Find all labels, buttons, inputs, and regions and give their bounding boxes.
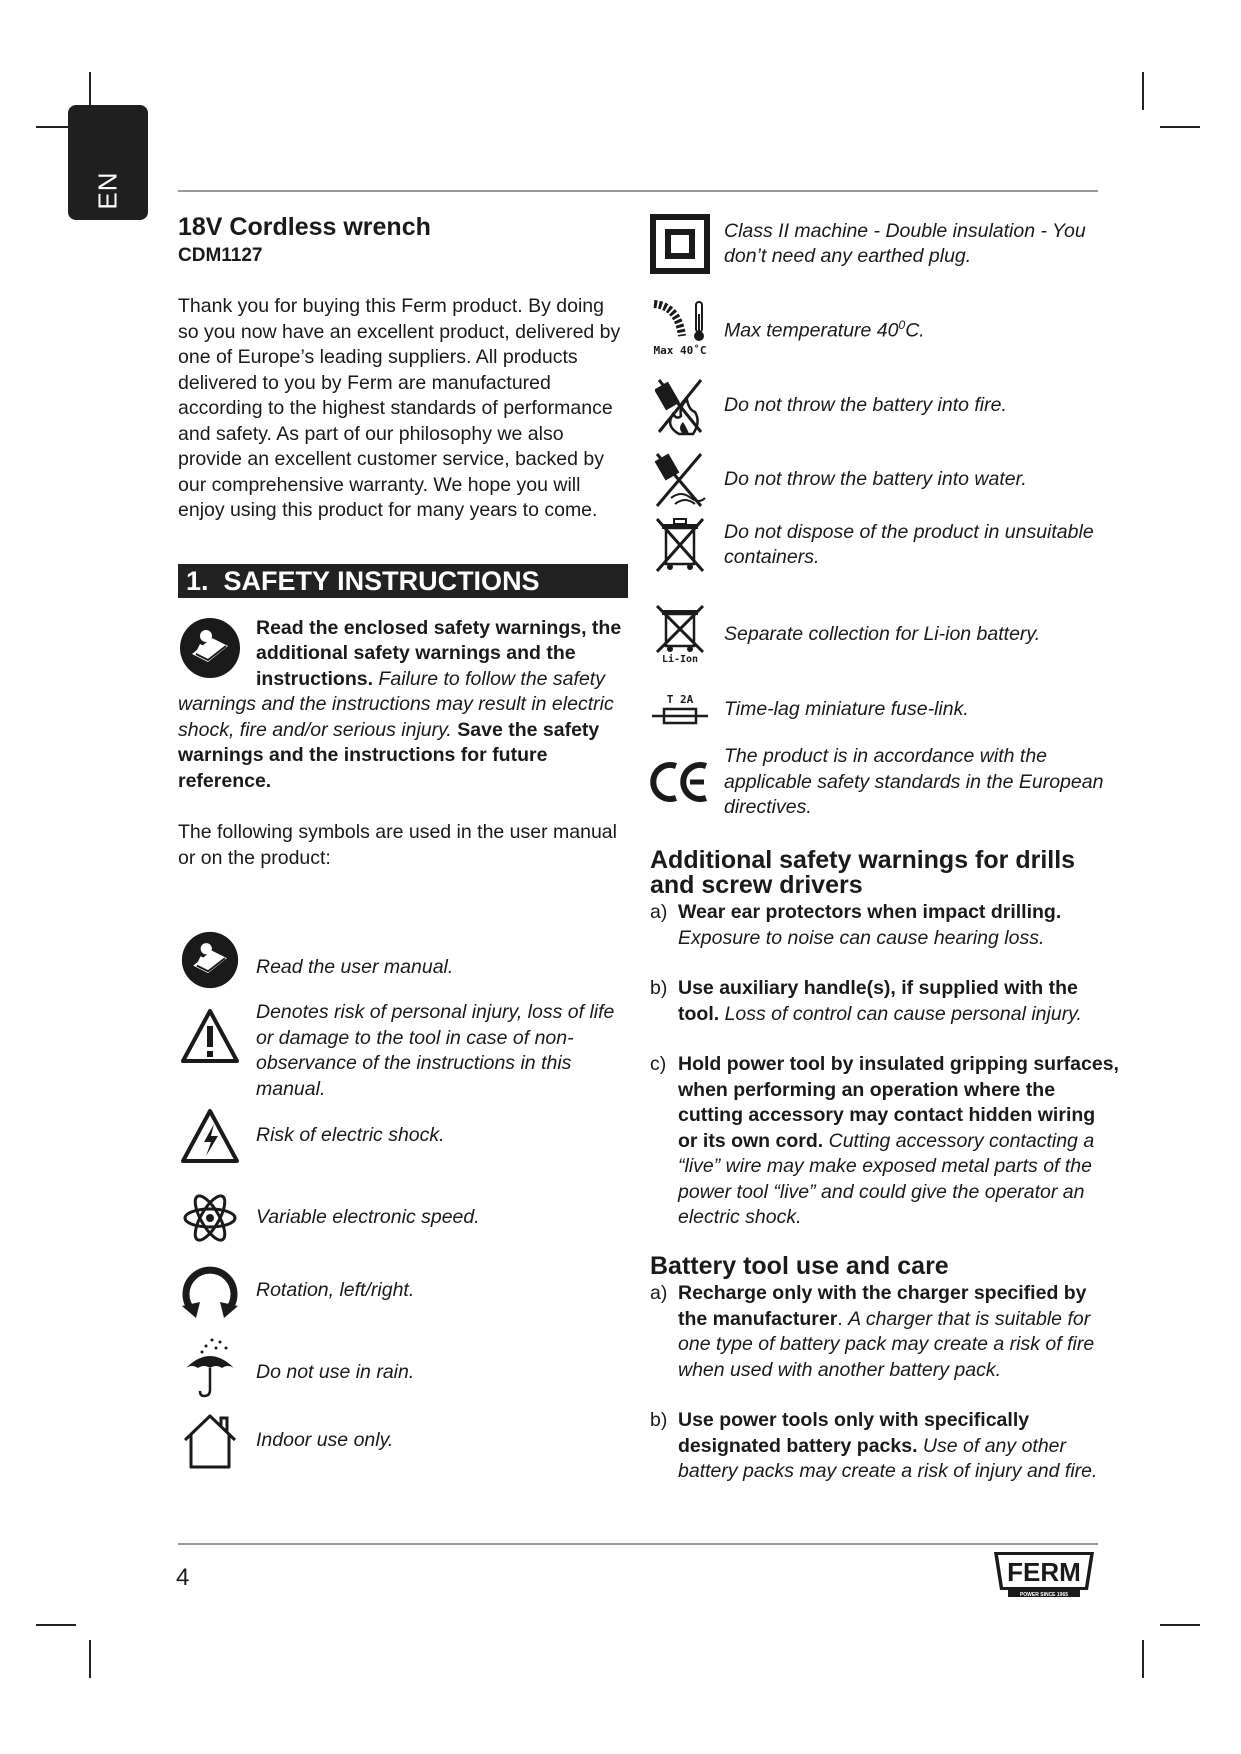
item-letter: c): [650, 1053, 667, 1075]
drills-item: [650, 976, 1120, 1027]
li-ion-bin-icon: [654, 604, 706, 654]
symbol-text: Variable electronic speed.: [256, 1206, 480, 1229]
symbols-intro: The following symbols are used in the user manual or on the product:: [178, 821, 617, 869]
symbol-row: [648, 694, 1118, 726]
li-ion-label: Li-Ion: [661, 654, 699, 665]
language-label: EN: [92, 171, 123, 210]
no-rain-icon: [182, 1336, 238, 1398]
right-symbol-list: [648, 0, 1128, 900]
item-letter: a): [650, 1282, 668, 1304]
symbol-text: Indoor use only.: [256, 1429, 394, 1452]
intro-paragraph: Thank you for buying this Ferm product. By doing so you now have an excellent product, delivered by one of Europe’s leading suppliers. All products delivered to you by Ferm are manufactured according to the highest standards of performance and safety. As part of our philosophy we also provide an excellent customer service, backed by our comprehensive warranty. We hope you will enjoy using this product for many years to come.: [178, 295, 621, 521]
item-bold: Hold power tool by insulated gripping surfaces, when performing an operation where the cutting accessory may contact hidden wiring or its own cord.: [678, 1053, 1119, 1152]
warning-triangle-icon: [180, 1008, 240, 1064]
fuse-label: T 2A: [666, 693, 694, 706]
symbol-row: [178, 1108, 445, 1164]
crossed-bin-icon: [654, 516, 706, 574]
electric-shock-icon: [180, 1108, 240, 1164]
read-manual-icon: [180, 930, 240, 990]
symbol-text: Class II machine - Double insulation - You don’t need any earthed plug.: [724, 219, 1086, 267]
item-plain: .: [837, 1307, 849, 1330]
logo-tagline: POWER SINCE 1965: [1019, 1592, 1069, 1598]
logo-text: FERM: [1007, 1557, 1081, 1587]
warning-bold-2: Save the safety warnings and the instructions for future reference.: [178, 718, 600, 792]
symbol-row: [178, 930, 453, 990]
item-italic: A charger that is suitable for one type of battery pack may create a risk of fire when used with another battery pack.: [678, 1307, 1095, 1381]
item-bold: Use auxiliary handle(s), if supplied with the tool.: [678, 977, 1078, 1025]
item-bold: Recharge only with the charger specified by the manufacturer: [678, 1282, 1087, 1330]
ce-icon: [650, 760, 710, 804]
symbol-row: [648, 604, 1118, 665]
crop-mark: [89, 1640, 91, 1678]
symbol-row: [648, 376, 1118, 436]
rotation-icon: [180, 1262, 240, 1320]
item-italic: Use of any other battery packs may create a risk of injury and fire.: [678, 1434, 1098, 1482]
warning-italic: Failure to follow the safety warnings and the instructions may result in electric shock, fire and/or serious injury.: [178, 667, 614, 741]
section-number: 1.: [186, 565, 209, 596]
drills-item: [650, 900, 1120, 951]
symbol-text: Rotation, left/right.: [256, 1279, 415, 1302]
no-fire-icon: [655, 376, 705, 436]
symbol-text: Do not dispose of the product in unsuitable containers.: [724, 520, 1094, 568]
symbol-row: [648, 744, 1118, 821]
battery-item: [650, 1281, 1120, 1383]
no-water-icon: [653, 450, 707, 510]
item-letter: a): [650, 901, 668, 923]
drills-item: [650, 1052, 1120, 1231]
symbol-text: Time-lag miniature fuse-link.: [724, 698, 969, 721]
symbol-row: [648, 516, 1118, 574]
item-bold: Wear ear protectors when impact drilling.: [678, 901, 1062, 923]
language-tab: [68, 105, 148, 220]
warning-bold-1: Read the enclosed safety warnings, the additional safety warnings and the instructions.: [256, 616, 622, 690]
drills-heading: Additional safety warnings for drills and screw drivers: [650, 846, 1076, 899]
symbol-text: Read the user manual.: [256, 956, 454, 979]
max-temp-label: Max 40˚C: [653, 344, 707, 357]
item-letter: b): [650, 977, 668, 999]
left-symbol-list: [178, 0, 648, 1754]
crop-mark: [1142, 72, 1144, 110]
ferm-logo: [990, 1550, 1098, 1598]
document-title: 18V Cordless wrench: [178, 213, 431, 241]
symbol-text: [724, 313, 925, 344]
battery-heading: Battery tool use and care: [650, 1252, 949, 1280]
bottom-rule: [178, 1543, 1098, 1545]
fuse-icon: [652, 706, 708, 726]
item-letter: b): [650, 1409, 668, 1431]
symbol-text: Do not throw the battery into water.: [724, 468, 1027, 491]
temp-text: Max temperature 40: [724, 319, 899, 342]
symbol-row: [178, 1190, 480, 1246]
symbol-row: [178, 1336, 414, 1398]
symbol-row: [178, 1262, 414, 1320]
drills-section: [650, 848, 1120, 1231]
symbol-row: [178, 1412, 393, 1470]
symbol-text: Do not throw the battery into fire.: [724, 394, 1007, 417]
symbol-row: [648, 300, 1118, 357]
symbol-text: The product is in accordance with the applicable safety standards in the European directives.: [724, 745, 1104, 818]
symbol-text: Denotes risk of personal injury, loss of life or damage to the tool in case of non-observance of the instructions in this manual.: [256, 1001, 615, 1100]
temp-unit: C.: [905, 319, 925, 342]
item-bold: Use power tools only with specifically designated battery packs.: [678, 1409, 1030, 1457]
variable-speed-icon: [182, 1190, 238, 1246]
model-number: CDM1127: [178, 245, 263, 266]
crop-mark: [1142, 1640, 1144, 1678]
symbol-row: [648, 450, 1118, 510]
crop-mark: [1160, 126, 1200, 128]
item-italic: Cutting accessory contacting a “live” wire may make exposed metal parts of the power tool “live” and could give the operator an electric shock.: [678, 1129, 1095, 1228]
class-ii-icon: [650, 214, 710, 274]
page-number: 4: [176, 1564, 190, 1591]
battery-section: [650, 1254, 1120, 1485]
symbol-text: Separate collection for Li-ion battery.: [724, 622, 1041, 645]
symbol-row: [178, 1000, 648, 1102]
item-italic: Loss of control can cause personal injury.: [719, 1002, 1082, 1025]
section-title: SAFETY INSTRUCTIONS: [223, 565, 540, 596]
temp-sup: 0: [898, 318, 906, 332]
crop-mark: [1160, 1624, 1200, 1626]
crop-mark: [36, 1624, 76, 1626]
max-temperature-icon: [652, 300, 708, 344]
symbol-text: Risk of electric shock.: [256, 1124, 445, 1147]
item-italic: Exposure to noise can cause hearing loss.: [678, 926, 1045, 949]
battery-item: [650, 1408, 1120, 1485]
symbol-text: Do not use in rain.: [256, 1361, 415, 1384]
symbol-row: [648, 214, 1118, 274]
indoor-icon: [181, 1412, 239, 1470]
